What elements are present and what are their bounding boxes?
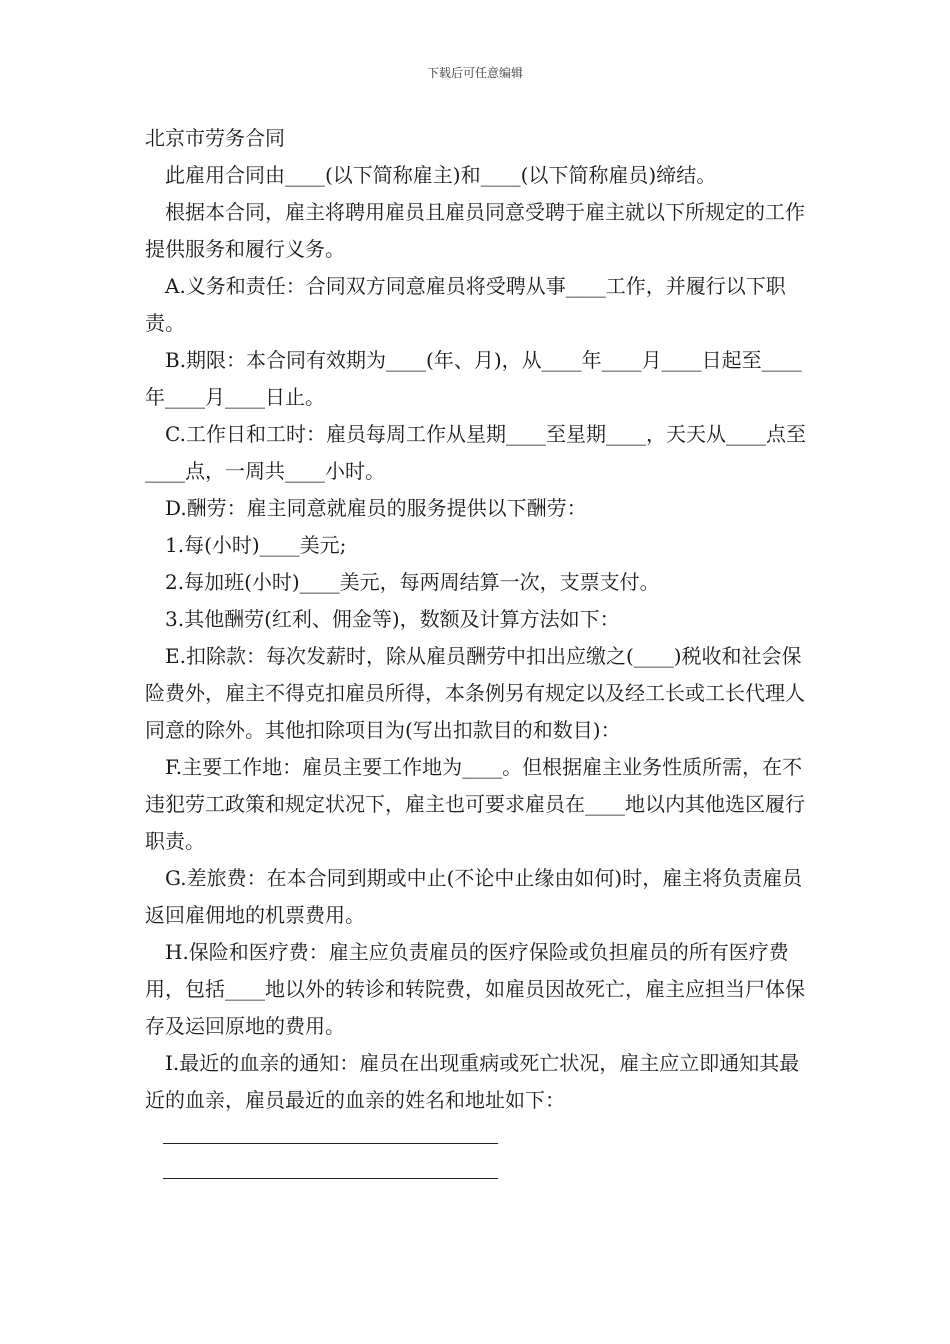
page-header-note: 下载后可任意编辑 [426,66,523,80]
clause-a-duties: A.义务和责任：合同双方同意雇员将受聘从事____工作，并履行以下职责。 [145,274,786,335]
clause-c-hours: C.工作日和工时：雇员每周工作从星期____至星期____，天天从____点至____点，一周共____小时。 [145,422,806,483]
pay-item-2: 2.每加班(小时)____美元，每两周结算一次，支票支付。 [165,570,660,594]
clause-b-term: B.期限：本合同有效期为____(年、月)，从____年____月____日起至____年____月____日止。 [145,348,802,409]
paragraph-intro: 此雇用合同由____(以下简称雇主)和____(以下简称雇员)缔结。 [165,163,717,187]
paragraph-preamble: 根据本合同，雇主将聘用雇员且雇员同意受聘于雇主就以下所规定的工作提供服务和履行义务。 [145,200,805,261]
clause-g-travel: G.差旅费：在本合同到期或中止(不论中止缘由如何)时，雇主将负责雇员返回雇佣地的机票费用。 [145,866,803,927]
document-title: 北京市劳务合同 [145,126,285,150]
blank-line-1 [163,1143,498,1144]
clause-d-pay: D.酬劳：雇主同意就雇员的服务提供以下酬劳： [165,496,587,520]
clause-i-next-of-kin: I.最近的血亲的通知：雇员在出现重病或死亡状况，雇主应立即通知其最近的血亲，雇员最近的血亲的姓名和地址如下： [145,1051,800,1112]
clause-h-insurance: H.保险和医疗费：雇主应负责雇员的医疗保险或负担雇员的所有医疗费用，包括____地以外的转诊和转院费，如雇员因故死亡，雇主应担当尸体保存及运回原地的费用。 [145,940,805,1038]
clause-e-deductions: E.扣除款：每次发薪时，除从雇员酬劳中扣出应缴之(____)税收和社会保险费外，雇主不得克扣雇员所得，本条例另有规定以及经工长或工长代理人同意的除外。其他扣除项目为(写出扣款目的和数目)： [145,644,805,742]
document-body [145,120,810,1179]
blank-line-2 [163,1178,498,1179]
pay-item-1: 1.每(小时)____美元; [165,533,347,557]
clause-f-workplace: F.主要工作地：雇员主要工作地为____。但根据雇主业务性质所需，在不违犯劳工政策和规定状况下，雇主也可要求雇员在____地以内其他选区履行职责。 [145,755,805,853]
pay-item-3: 3.其他酬劳(红利、佣金等)，数额及计算方法如下： [165,607,620,631]
